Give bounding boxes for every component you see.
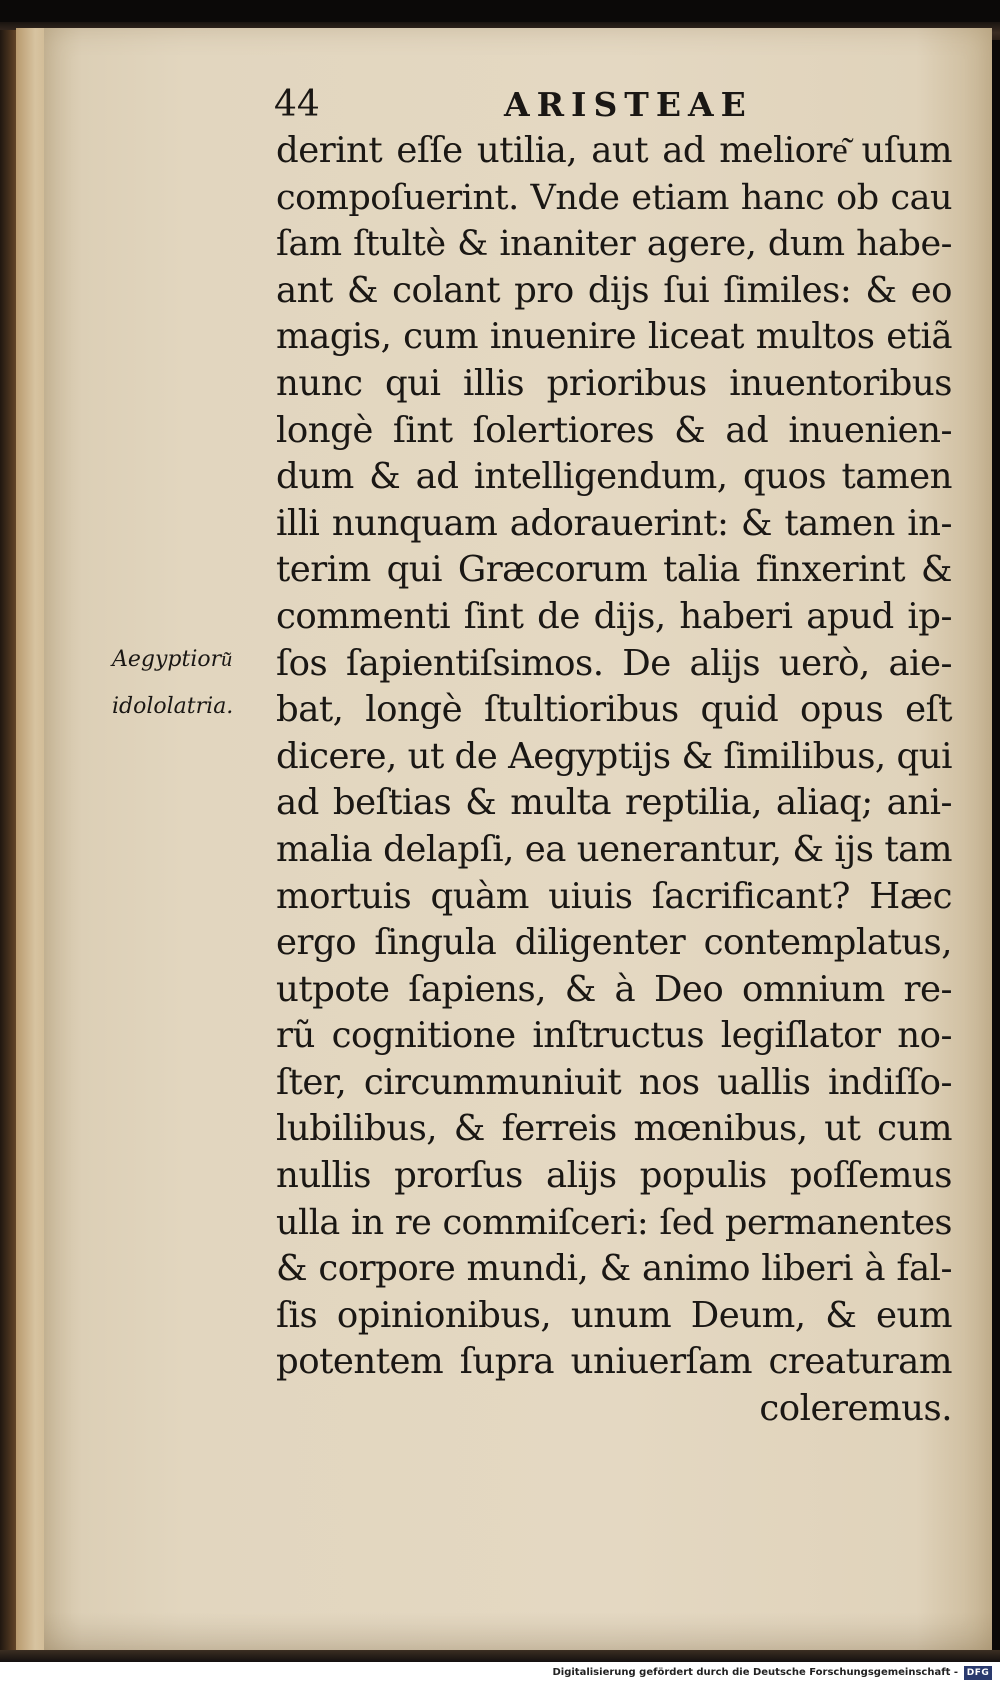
dfg-logo-icon: DFG (964, 1666, 992, 1680)
text-line-final: coleremus. (759, 1388, 952, 1430)
marginal-note-line: idololatria. (112, 693, 234, 719)
marginal-note-line: Aegyptioru͂ (112, 647, 233, 672)
text-line: bat, longè ſtultioribus quid opus eſt (276, 689, 952, 731)
book-bottom-edge (0, 1650, 1000, 1662)
text-line: ant & colant pro dijs ſui ſimiles: & eo (276, 269, 952, 311)
marginal-note (112, 637, 272, 730)
body-text (276, 128, 952, 1433)
text-line: nunc qui illis prioribus inuentoribus (276, 362, 952, 404)
text-line: & corpore mundi, & animo liberi à fal- (276, 1248, 952, 1290)
text-line: utpote ſapiens, & à Deo omnium re- (276, 968, 952, 1010)
text-line: commenti ſint de dijs, haberi apud ip- (276, 595, 952, 637)
text-line: nullis prorſus alijs populis poſſemus (276, 1155, 952, 1197)
page-header (274, 82, 774, 128)
running-head: ARISTEAE (504, 85, 753, 124)
text-line: ad beſtias & multa reptilia, aliaq; ani- (276, 782, 952, 824)
funding-notice: Digitalisierung gefördert durch die Deutsche Forschungsgemeinschaft - (552, 1667, 958, 1678)
text-line: potentem ſupra uniuerſam creaturam (276, 1341, 952, 1383)
page-number: 44 (274, 84, 320, 125)
text-line: illi nunquam adorauerint: & tamen in- (276, 502, 952, 544)
text-line: compoſuerint. Vnde etiam hanc ob cau (276, 177, 952, 218)
digitization-footer (0, 1662, 1000, 1686)
text-line: longè ſint ſolertiores & ad inuenien- (276, 409, 952, 451)
text-line: rũ cognitione inſtructus legiſlator no- (276, 1015, 952, 1057)
text-line: ſter, circummuniuit nos uallis indiſſo- (276, 1061, 952, 1103)
text-line: ſam ſtultè & inaniter agere, dum habe- (276, 224, 952, 265)
text-line: terim qui Græcorum talia finxerint & (276, 549, 952, 591)
text-line: ergo ſingula diligenter contemplatus, (276, 922, 952, 964)
text-line: derint eſſe utilia, aut ad meliore͂ uſum (276, 130, 952, 171)
text-line: magis, cum inuenire liceat multos etiã (276, 316, 952, 358)
text-line: ſis opinionibus, unum Deum, & eum (276, 1294, 952, 1336)
text-line: ſos ſapientiſsimos. De alijs uerò, aie- (276, 642, 952, 684)
text-line: malia delapſi, ea uenerantur, & ijs tam (276, 828, 952, 870)
text-line: dicere, ut de Aegyptijs & ſimilibus, qui (276, 735, 952, 777)
text-line: mortuis quàm uiuis ſacrificant? Hæc (276, 875, 952, 917)
text-line: ulla in re commiſceri: ſed permanentes (276, 1202, 952, 1243)
text-line: lubilibus, & ferreis mœnibus, ut cum (276, 1108, 952, 1150)
text-line: dum & ad intelligendum, quos tamen (276, 456, 952, 498)
